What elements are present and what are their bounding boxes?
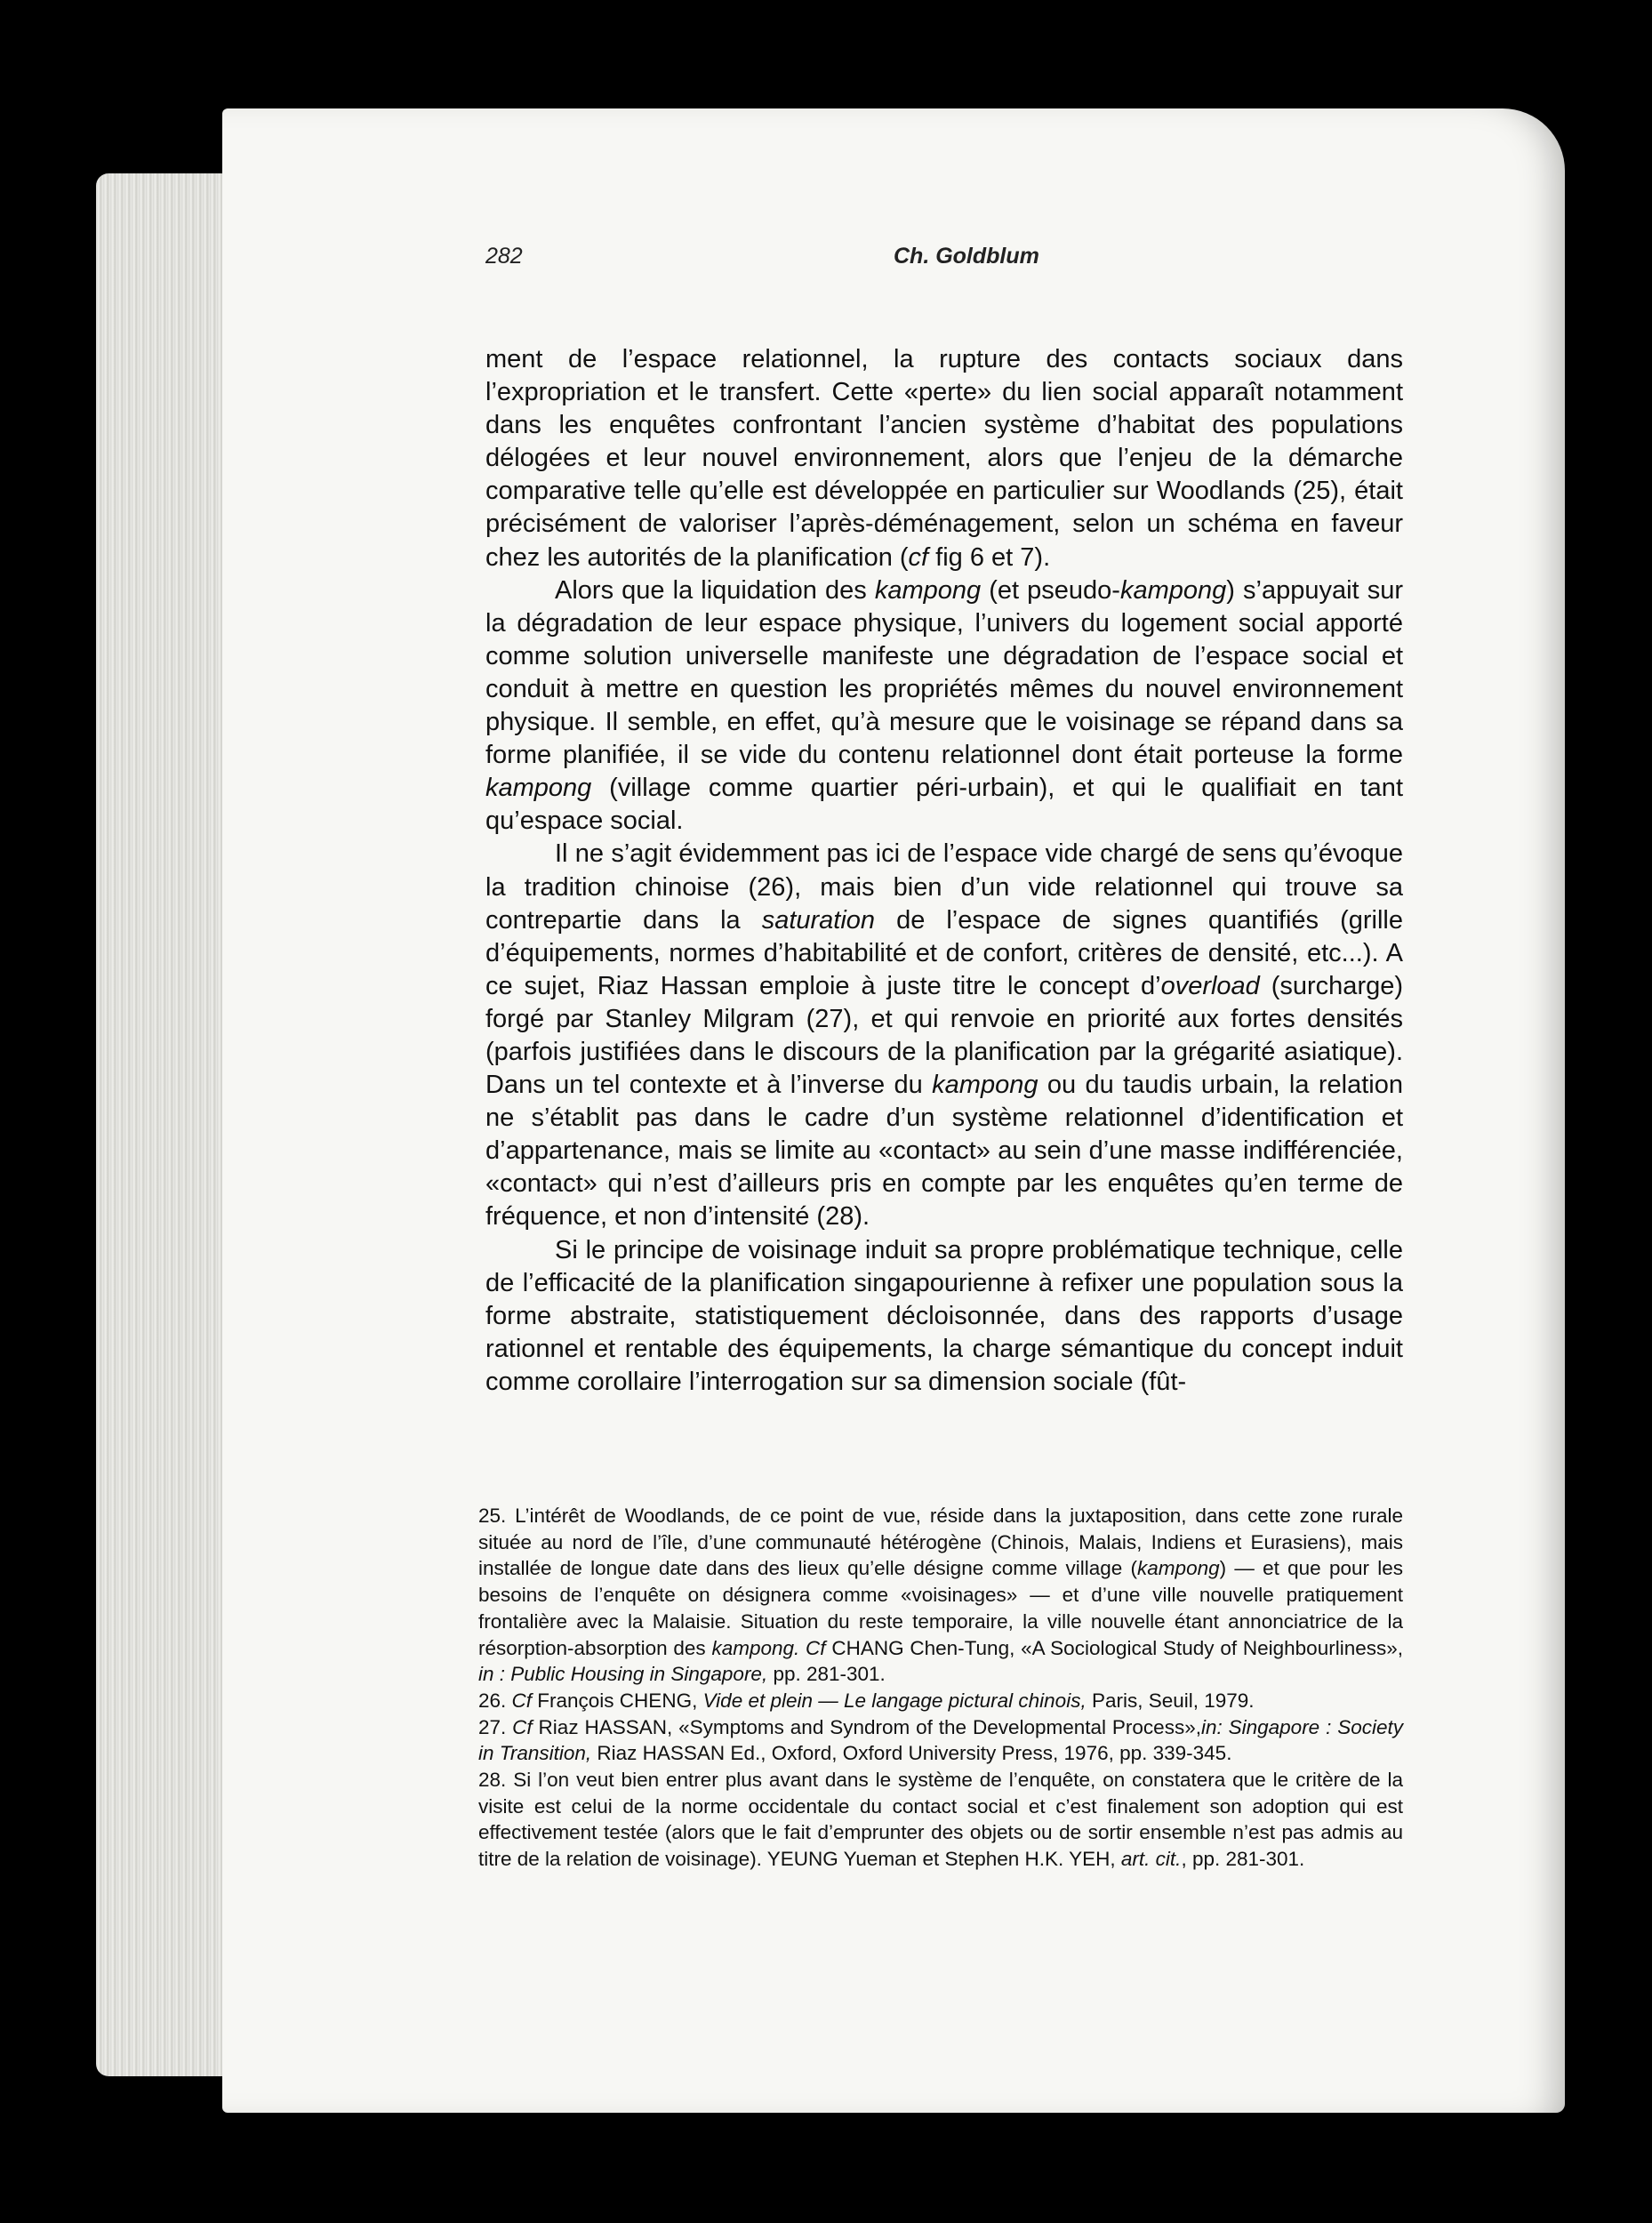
running-head-author: Ch. Goldblum xyxy=(894,244,1039,269)
footnote-27: 27. Cf Riaz HASSAN, «Symptoms and Syndrom of the Developmental Process»,in: Singapore : Society in Transition, Riaz HASSAN Ed., Oxford, Oxford University Press, 1976, pp. 339-345. xyxy=(478,1715,1404,1765)
footnote-25: 25. L’intérêt de Woodlands, de ce point de vue, réside dans la juxtaposition, dans cette zone rurale située au nord de l’île, d’une communauté hétérogène (Chinois, Malais, Indiens et Eurasiens), mais installée de longue date dans des lieux qu’elle désigne comme village (kampong) — et que pour les besoins de l’enquête on désignera comme «voisinages» — et d’une ville nouvelle pratiquement frontalière avec la Malaisie. Situation du reste temporaire, la ville nouvelle étant annonciatrice de la résorption-absorption des kampong. Cf CHANG Chen-Tung, «A Sociological Study of Neighbourliness», in : Public Housing in Singapore, pp. 281-301. xyxy=(478,1505,1403,1686)
page-header xyxy=(485,240,1410,276)
footnotes xyxy=(478,1503,1403,1873)
footnote-28: 28. Si l’on veut bien entrer plus avant dans le système de l’enquête, on constatera que le critère de la visite est celui de la norme occidentale du contact social et c’est finalement son adoption qui est effectivement testée (alors que le fait d’emprunter des objets ou de sortir ensemble n’est pas admis au titre de la relation de voisinage). YEUNG Yueman et Stephen H.K. YEH, art. cit., pp. 281-301. xyxy=(478,1769,1403,1871)
page-number: 282 xyxy=(485,244,523,269)
footnote-26: 26. Cf François CHENG, Vide et plein — Le langage pictural chinois, Paris, Seuil, 1979. xyxy=(478,1689,1255,1712)
book-page-edges xyxy=(96,173,238,2076)
paragraph-1: ment de l’espace relationnel, la rupture des contacts sociaux dans l’expropriation et le transfert. Cette «perte» du lien social apparaît notamment dans les enquêtes confrontant l’ancien système d’habitat des populations délogées et leur nouvel environnement, alors que l’enjeu de la démarche comparative telle qu’elle est développée en particulier sur Woodlands (25), était précisément de valoriser l’après-déménagement, selon un schéma en faveur chez les autorités de la planification (cf fig 6 et 7). xyxy=(485,345,1403,572)
paragraph-2: Alors que la liquidation des kampong (et pseudo-kampong) s’appuyait sur la dégradation de leur espace physique, l’univers du logement social apporté comme solution universelle manifeste une dégradation de l’espace social et conduit à mettre en question les propriétés mêmes du nouvel environnement physique. Il semble, en effet, qu’à mesure que le voisinage se répand dans sa forme planifiée, il se vide du contenu relationnel dont était porteuse la forme kampong (village comme quartier péri-urbain), et qui le qualifiait en tant qu’espace social. xyxy=(485,575,1403,836)
paragraph-4: Si le principe de voisinage induit sa propre problématique technique, celle de l’efficacité de la planification singapourienne à refixer une population sous la forme abstraite, statistiquement décloisonnée, dans des rapports d’usage rationnel et rentable des équipements, la charge sémantique du concept induit comme corollaire l’interrogation sur sa dimension sociale (fût- xyxy=(485,1235,1403,1396)
paragraph-3: Il ne s’agit évidemment pas ici de l’espace vide chargé de sens qu’évoque la tradition chinoise (26), mais bien d’un vide relationnel qui trouve sa contrepartie dans la saturation de l’espace de signes quantifiés (grille d’équipements, normes d’habitabilité et de confort, critères de densité, etc...). A ce sujet, Riaz Hassan emploie à juste titre le concept d’overload (surcharge) forgé par Stanley Milgram (27), et qui renvoie en priorité aux fortes densités (parfois justifiées dans le discours de la planification par la grégarité asiatique). Dans un tel contexte et à l’inverse du kampong ou du taudis urbain, la relation ne s’établit pas dans le cadre d’un système relationnel d’identification et d’appartenance, mais se limite au «contact» au sein d’une masse indifférenciée, «contact» qui n’est d’ailleurs pris en compte par les enquêtes qu’en terme de fréquence, et non d’intensité (28). xyxy=(485,839,1404,1232)
main-text xyxy=(485,343,1403,1399)
